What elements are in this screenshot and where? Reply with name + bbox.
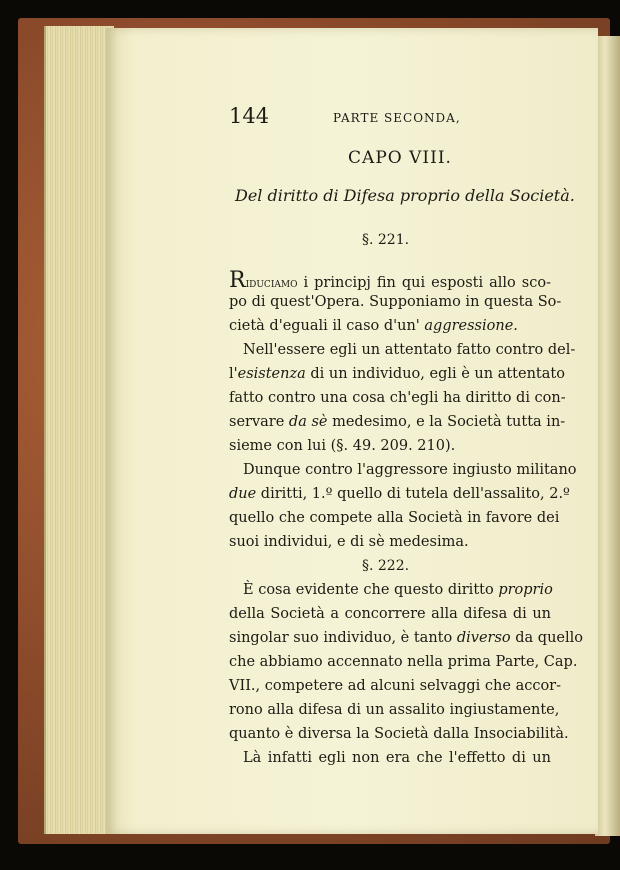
text-line: Riduciamo i principj fin qui esposti allo sco- — [229, 268, 551, 293]
drop-cap: R — [229, 268, 246, 293]
text-line: È cosa evidente che questo diritto proprio — [243, 582, 553, 598]
text-line: Dunque contro l'aggressore ingiusto militano — [243, 462, 577, 478]
section-mark-222: §. 222. — [362, 558, 410, 574]
section-mark-221: §. 221. — [362, 232, 410, 248]
text-line: della Società a concorrere alla difesa di un — [229, 606, 551, 622]
chapter-subtitle: Del diritto di Difesa proprio della Società. — [235, 186, 575, 205]
text-line: po di quest'Opera. Supponiamo in questa So- — [229, 294, 562, 310]
page-number: 144 — [229, 104, 270, 128]
text-line: servare da sè medesimo, e la Società tutta in- — [229, 414, 566, 430]
text-line: fatto contro una cosa ch'egli ha diritto di con- — [229, 390, 566, 406]
page-header — [229, 104, 549, 130]
text-line: Là infatti egli non era che l'effetto di un — [243, 750, 551, 766]
text-line: che abbiamo accennato nella prima Parte, Cap. — [229, 654, 578, 670]
text-line: cietà d'eguali il caso d'un' aggressione. — [229, 318, 518, 334]
text-line: singolar suo individuo, è tanto diverso da quello — [229, 630, 583, 646]
text-line: quanto è diversa la Società dalla Insociabilità. — [229, 726, 569, 742]
chapter-title: CAPO VIII. — [348, 148, 452, 168]
running-head: PARTE SECONDA, — [333, 111, 461, 125]
text-line: sieme con lui (§. 49. 209. 210). — [229, 438, 456, 454]
text-line: Nell'essere egli un attentato fatto contro del- — [243, 342, 576, 358]
text-line: suoi individui, e di sè medesima. — [229, 534, 469, 550]
text-line: quello che compete alla Società in favore dei — [229, 510, 560, 526]
text-line: due diritti, 1.º quello di tutela dell'assalito, 2.º — [229, 486, 570, 502]
text-line: VII., competere ad alcuni selvaggi che accor- — [229, 678, 562, 694]
text-line: rono alla difesa di un assalito ingiustamente, — [229, 702, 560, 718]
text-line: l'esistenza di un individuo, egli è un attentato — [229, 366, 565, 382]
